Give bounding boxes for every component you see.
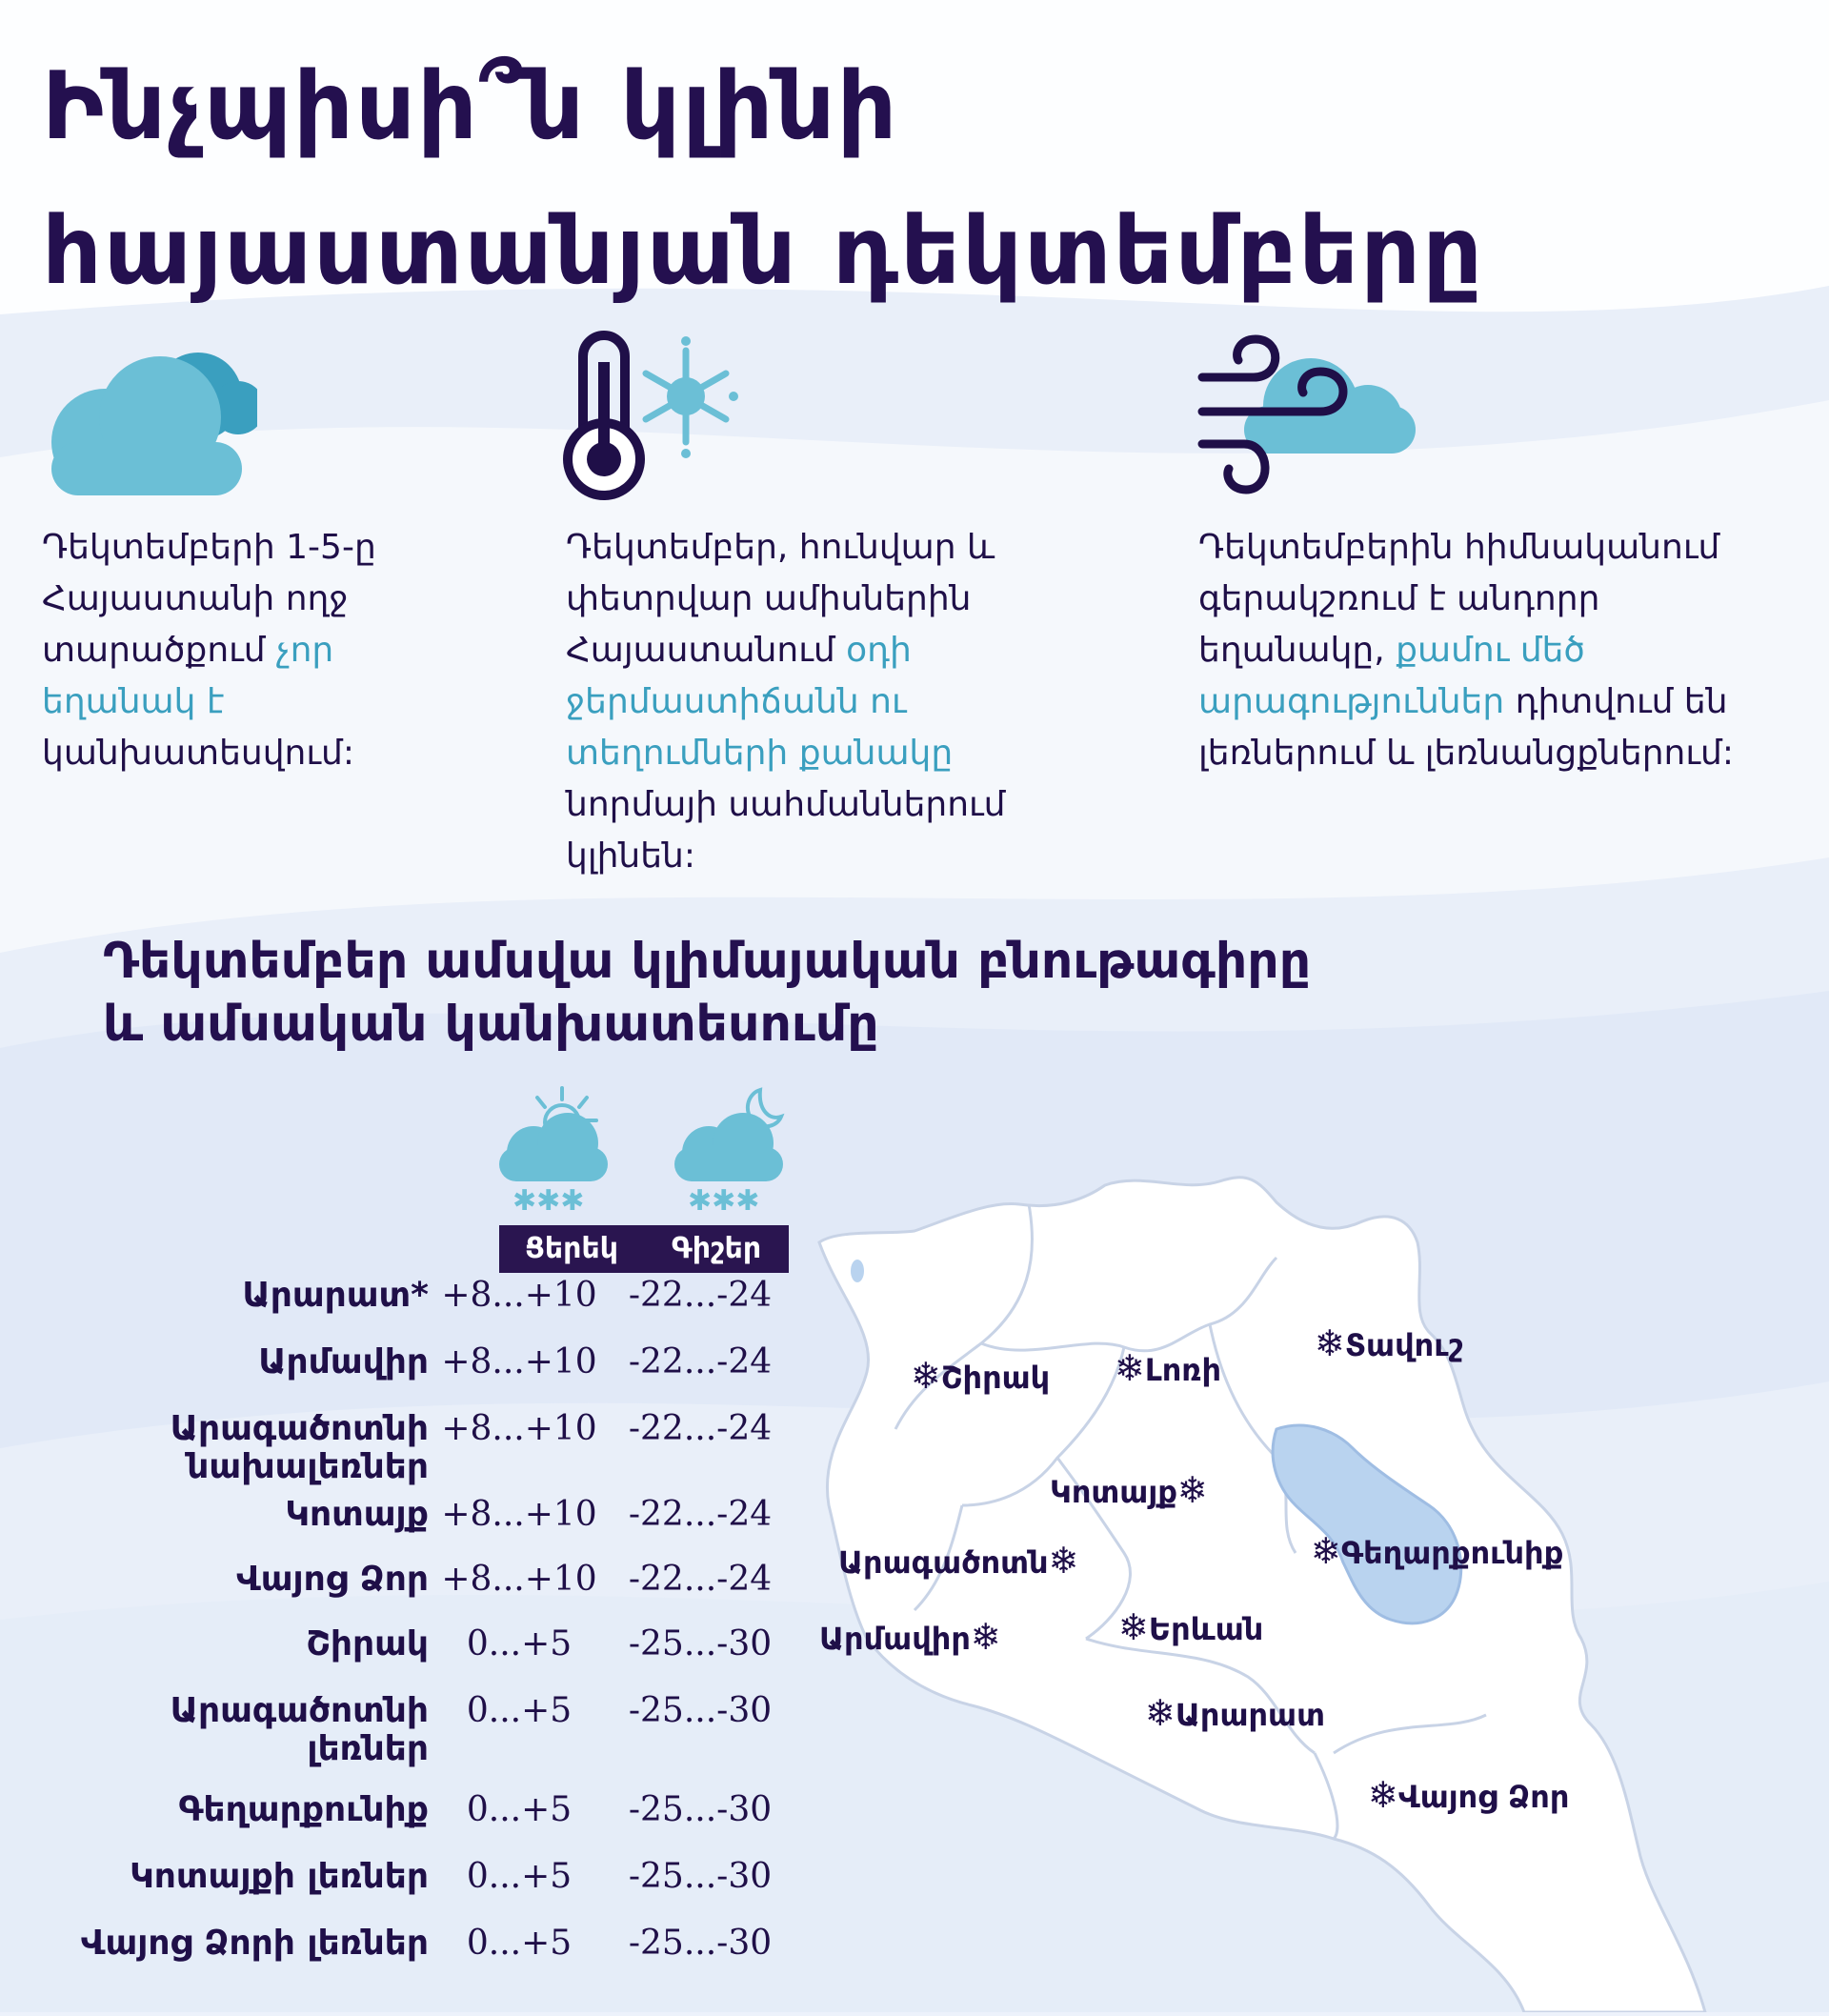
row-day-temp: +8...+10 — [441, 1560, 597, 1599]
row-region: Կոտայք — [285, 1495, 429, 1534]
section-title-line-1: Դեկտեմբեր ամսվա կլիմայական բնութագիրը — [103, 933, 1312, 990]
row-day-temp: +8...+10 — [441, 1409, 597, 1448]
map-label-text: Շիրակ — [940, 1360, 1051, 1396]
row-day-temp: 0...+5 — [466, 1857, 573, 1896]
map-label-text: Երևան — [1148, 1611, 1264, 1647]
row-day-temp: 0...+5 — [466, 1624, 573, 1663]
snowflake-icon: ❄ — [1311, 1530, 1341, 1572]
thermometer-snowflake-icon — [562, 330, 753, 501]
snowflake-icon: ❄ — [911, 1355, 941, 1397]
row-region: Կոտայքի լեռներ — [130, 1857, 429, 1896]
fact-temperature-precipitation — [566, 522, 1061, 882]
night-snow-cloud-icon — [667, 1084, 791, 1210]
forecast-row — [38, 1496, 800, 1561]
map-label-aragatsotn — [838, 1540, 1079, 1582]
section-title — [103, 930, 1311, 1056]
row-region: Արարատ* — [242, 1276, 429, 1315]
snowflake-icon: ❄ — [1048, 1540, 1079, 1582]
row-day-temp: +8...+10 — [441, 1342, 597, 1381]
fact-1-highlight: չոր եղանակ է — [42, 631, 334, 721]
fact-dry-weather — [42, 522, 423, 779]
row-night-temp: -22...-24 — [628, 1342, 773, 1381]
row-region: Շիրակ — [306, 1624, 429, 1663]
forecast-row — [38, 1791, 800, 1858]
row-region: Վայոց Ձոր — [236, 1560, 429, 1599]
map-label-text: Արագածոտն — [838, 1544, 1049, 1581]
snowflake-icon: ❄ — [970, 1616, 1001, 1658]
row-day-temp: 0...+5 — [466, 1691, 573, 1730]
map-label-text: Լոռի — [1144, 1352, 1222, 1388]
row-region: Գեղարքունիք — [178, 1790, 429, 1829]
snowflake-icon: ❄ — [1145, 1692, 1176, 1734]
snowflake-icon: ❄ — [1115, 1347, 1145, 1389]
row-night-temp: -22...-24 — [628, 1409, 773, 1448]
row-region: Արագածոտնի նախալեռներ — [170, 1409, 429, 1486]
forecast-table — [38, 1277, 800, 1991]
map-label-kotayk — [1050, 1469, 1208, 1511]
map-label-lori — [1115, 1347, 1222, 1389]
forecast-column-header — [499, 1225, 789, 1273]
row-night-temp: -25...-30 — [628, 1790, 773, 1829]
row-region: Վայոց Ձորի լեռներ — [80, 1924, 429, 1963]
armenia-map — [800, 1143, 1829, 2012]
map-label-armavir — [819, 1616, 1001, 1658]
row-day-temp: 0...+5 — [466, 1924, 573, 1963]
map-label-shirak — [911, 1355, 1051, 1397]
row-day-temp: +8...+10 — [441, 1276, 597, 1315]
fact-2-text-end: նորմայի սահմաններում կլինեն: — [566, 785, 1006, 876]
fact-2-highlight: օդի ջերմաստիճանն ու տեղումների քանակը — [566, 631, 954, 773]
forecast-row — [38, 1343, 800, 1410]
map-label-yerevan — [1118, 1606, 1264, 1648]
title-line-2: հայաստանյան դեկտեմբերը — [42, 197, 1485, 306]
snowflake-icon: ❄ — [1315, 1322, 1345, 1364]
map-label-text: Վայոց Ձոր — [1397, 1779, 1570, 1815]
snowflake-icon: ❄ — [1368, 1774, 1398, 1816]
cloud-icon — [38, 330, 257, 501]
fact-1-text: Դեկտեմբերի 1-5-ը Հայաստանի ողջ տարածքում — [42, 528, 376, 670]
row-night-temp: -22...-24 — [628, 1276, 773, 1315]
map-label-text: Արարատ — [1175, 1697, 1325, 1733]
fact-wind — [1198, 522, 1789, 779]
map-label-text: Կոտայք — [1050, 1474, 1177, 1510]
map-label-ararat — [1145, 1692, 1325, 1734]
wind-cloud-icon — [1196, 330, 1425, 501]
row-night-temp: -25...-30 — [628, 1624, 773, 1663]
row-region: Արմավիր — [258, 1342, 429, 1381]
snowflake-icon: ❄ — [1118, 1606, 1149, 1648]
day-snow-cloud-icon — [492, 1084, 615, 1210]
row-night-temp: -25...-30 — [628, 1691, 773, 1730]
row-day-temp: +8...+10 — [441, 1495, 597, 1534]
snowflake-icon: ❄ — [1176, 1469, 1208, 1511]
column-day: Ցերեկ — [525, 1232, 618, 1265]
map-label-text: Տավուշ — [1344, 1327, 1464, 1363]
forecast-row — [38, 1625, 800, 1692]
forecast-row — [38, 1561, 800, 1625]
forecast-row — [38, 1277, 800, 1343]
row-night-temp: -25...-30 — [628, 1857, 773, 1896]
forecast-row — [38, 1858, 800, 1925]
forecast-row — [38, 1692, 800, 1791]
title-line-1: Ինչպիսի՞ն կլինի — [42, 52, 899, 161]
map-label-tavush — [1315, 1322, 1464, 1364]
map-label-text: Գեղարքունիք — [1340, 1535, 1564, 1571]
fact-3-highlight: քամու մեծ արագություններ — [1198, 631, 1585, 721]
row-day-temp: 0...+5 — [466, 1790, 573, 1829]
svg-text:✱✱✱: ✱✱✱ — [513, 1184, 585, 1210]
row-region: Արագածոտնի լեռներ — [170, 1691, 429, 1768]
fact-2-text: Դեկտեմբեր, հունվար և փետրվար ամիսներին Հայաստանում — [566, 528, 995, 670]
fact-3-text: Դեկտեմբերին հիմնականում գերակշռում է անդորր եղանակը, — [1198, 528, 1720, 670]
map-label-text: Արմավիր — [819, 1621, 971, 1657]
svg-text:✱✱✱: ✱✱✱ — [688, 1184, 760, 1210]
column-night: Գիշեր — [671, 1232, 762, 1265]
map-label-gegharkunik — [1311, 1530, 1564, 1572]
fact-3-text-end: դիտվում են լեռներում և լեռնանցքներում: — [1198, 682, 1734, 773]
row-night-temp: -25...-30 — [628, 1924, 773, 1963]
row-night-temp: -22...-24 — [628, 1560, 773, 1599]
map-label-vayots-dzor — [1368, 1774, 1570, 1816]
section-title-line-2: և ամսական կանխատեսումը — [103, 996, 879, 1053]
row-night-temp: -22...-24 — [628, 1495, 773, 1534]
fact-1-text-end: կանխատեսվում: — [42, 734, 354, 773]
forecast-row — [38, 1410, 800, 1496]
forecast-row — [38, 1925, 800, 1991]
page-title — [42, 34, 1484, 324]
